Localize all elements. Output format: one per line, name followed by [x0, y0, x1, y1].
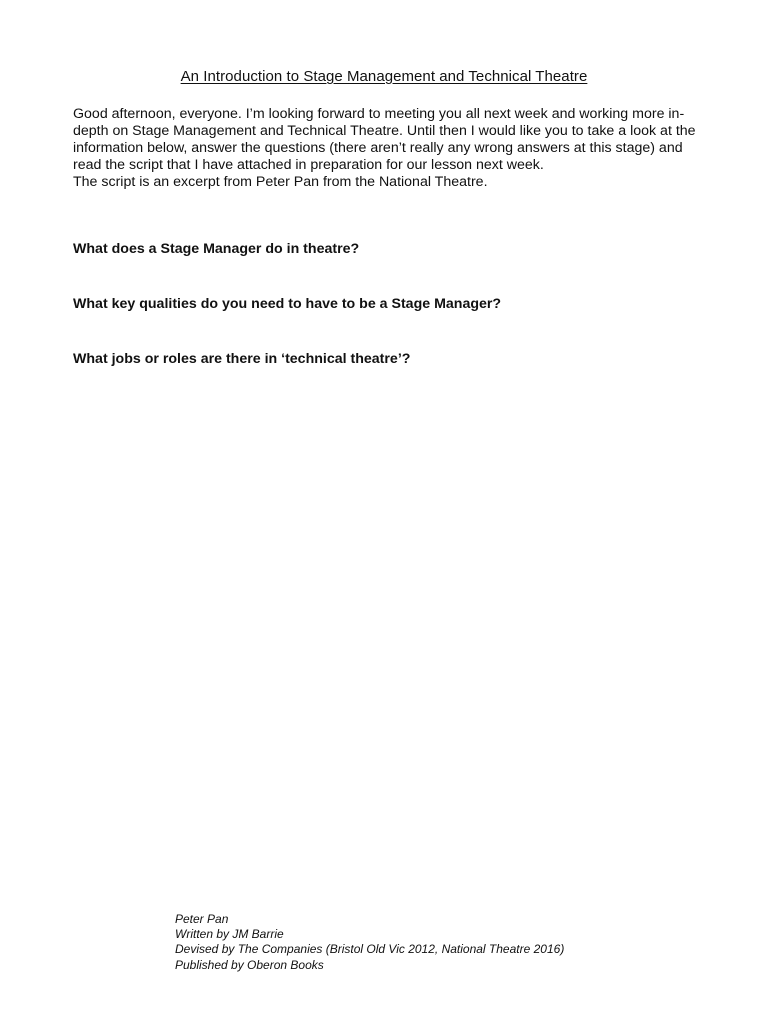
intro-paragraph: Good afternoon, everyone. I’m looking forward to meeting you all next week and working more in-depth on Stage Management and Technical Theatre. Until then I would like you to take a look at the information below, answer the questions (there aren’t really any wrong answers at this stage) and read the script that I have attached in preparation for our lesson next week.: [73, 106, 696, 173]
intro-section: [73, 106, 713, 191]
credit-publisher: Published by Oberon Books: [175, 957, 324, 972]
credit-devised: Devised by The Companies (Bristol Old Vic 2012, National Theatre 2016): [175, 942, 565, 957]
question-key-qualities: What key qualities do you need to have to be a Stage Manager?: [73, 296, 502, 312]
script-note: The script is an excerpt from Peter Pan from the National Theatre.: [73, 173, 488, 190]
document-title: An Introduction to Stage Management and Technical Theatre: [180, 68, 588, 85]
credit-title: Peter Pan: [175, 912, 229, 926]
script-credits: [175, 912, 675, 973]
credit-author: Written by JM Barrie: [175, 927, 284, 942]
question-technical-roles: What jobs or roles are there in ‘technical theatre’?: [73, 351, 411, 367]
question-stage-manager-role: What does a Stage Manager do in theatre?: [73, 241, 360, 257]
